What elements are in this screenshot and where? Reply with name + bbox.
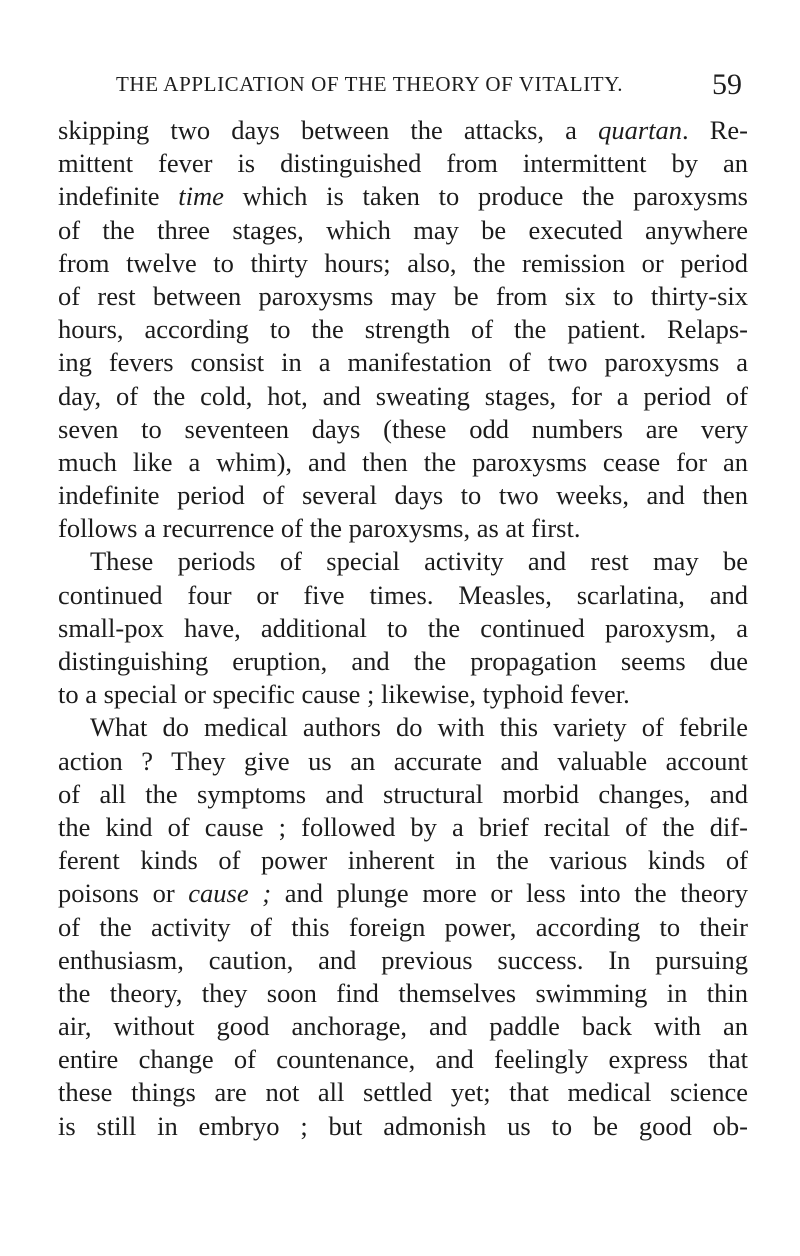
- text-line: These periods of special activity and rest may be: [90, 546, 748, 577]
- text-line: much like a whim), and then the paroxysms cease for an: [58, 446, 748, 477]
- text-line: follows a recurrence of the paroxysms, as at first.: [58, 513, 581, 544]
- text-line: the theory, they soon find themselves swimming in thin: [58, 977, 748, 1008]
- text-line: air, without good anchorage, and paddle back with an: [58, 1011, 748, 1042]
- text-line: enthusiasm, caution, and previous success. In pursuing: [58, 944, 748, 975]
- text-line: the kind of cause ; followed by a brief recital of the dif-: [58, 811, 748, 842]
- text-line: seven to seventeen days (these odd numbers are very: [58, 413, 748, 444]
- text-line: skipping two days between the attacks, a quartan. Re-: [58, 115, 749, 145]
- text-line: mittent fever is distinguished from intermittent by an: [58, 148, 748, 179]
- text-line: indefinite time which is taken to produce the paroxysms: [58, 181, 748, 212]
- text-line: action ? They give us an accurate and valuable account: [58, 745, 748, 776]
- text-line: hours, according to the strength of the patient. Relaps-: [58, 314, 748, 345]
- text-line: small-pox have, additional to the continued paroxysm, a: [58, 612, 748, 643]
- text-line: entire change of countenance, and feelingly express that: [58, 1044, 748, 1075]
- text-line: ferent kinds of power inherent in the various kinds of: [58, 845, 748, 876]
- page-number: 59: [712, 68, 742, 101]
- running-head: [116, 68, 742, 102]
- text-line: What do medical authors do with this variety of febrile: [90, 712, 748, 743]
- italic-word: quartan: [598, 115, 682, 145]
- body-text: [58, 114, 748, 1143]
- text-line: is still in embryo ; but admonish us to be good ob-: [58, 1110, 748, 1141]
- text-line: of rest between paroxysms may be from six to thirty-six: [58, 280, 748, 311]
- text-line: these things are not all settled yet; that medical science: [58, 1077, 748, 1108]
- text-line: continued four or five times. Measles, scarlatina, and: [58, 579, 748, 610]
- text-line: from twelve to thirty hours; also, the remission or period: [58, 247, 748, 278]
- text-line: of the three stages, which may be executed anywhere: [58, 214, 748, 245]
- text-line: of the activity of this foreign power, according to their: [58, 911, 748, 942]
- running-title: THE APPLICATION OF THE THEORY OF VITALITY.: [116, 72, 624, 96]
- italic-word: cause ;: [188, 878, 272, 909]
- text-line: distinguishing eruption, and the propagation seems due: [58, 646, 748, 676]
- text-line: day, of the cold, hot, and sweating stages, for a period of: [58, 380, 748, 411]
- text-line: to a special or specific cause ; likewise, typhoid fever.: [58, 679, 630, 710]
- text-line: ing fevers consist in a manifestation of two paroxysms a: [58, 347, 748, 378]
- text-line: poisons or cause ; and plunge more or less into the theory: [58, 878, 748, 909]
- italic-word: time: [178, 181, 224, 212]
- text-line: of all the symptoms and structural morbid changes, and: [58, 778, 748, 809]
- text-line: indefinite period of several days to two weeks, and then: [58, 480, 748, 511]
